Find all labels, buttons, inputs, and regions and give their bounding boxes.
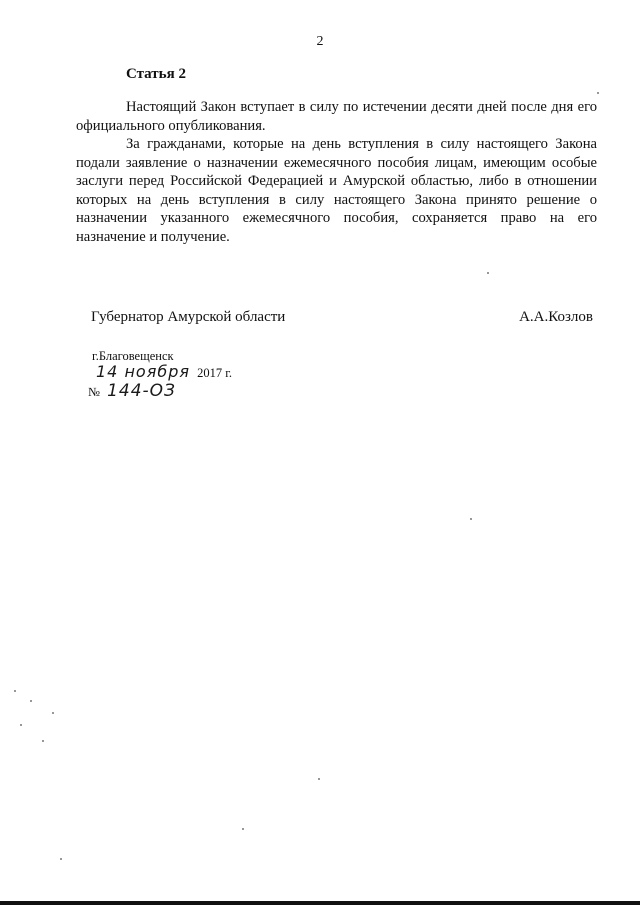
- scan-speck: [318, 778, 320, 780]
- article-body: [76, 98, 597, 246]
- signatory-name: А.А.Козлов: [519, 309, 593, 325]
- handwritten-law-number: 144-ОЗ: [107, 381, 176, 401]
- law-number-line: [88, 381, 176, 401]
- scan-bottom-edge: [0, 901, 640, 905]
- scan-speck: [470, 518, 472, 520]
- handwritten-date: 14 ноября: [96, 362, 190, 381]
- scan-speck: [42, 740, 44, 742]
- page-number: 2: [316, 34, 324, 49]
- scan-speck: [20, 724, 22, 726]
- scan-speck: [597, 92, 599, 94]
- scan-speck: [14, 690, 16, 692]
- scan-speck: [60, 858, 62, 860]
- scan-speck: [487, 272, 489, 274]
- date-line: [96, 362, 232, 381]
- article-heading: Статья 2: [126, 66, 186, 82]
- place-of-signing: г.Благовещенск: [92, 349, 174, 363]
- date-year: 2017 г.: [197, 366, 233, 380]
- number-prefix: №: [88, 385, 100, 399]
- scan-speck: [52, 712, 54, 714]
- paragraph-2: За гражданами, которые на день вступления в силу настоящего Закона подали заявление о назначении ежемесячного пособия лицам, имеющим особые заслуги перед Российской Федерацией и Амурской областью, либо в отношении которых на день вступления в силу настоящего Закона принято решение о назначении указанного ежемесячного пособия, сохраняется право на его назначение и получение.: [76, 136, 597, 245]
- paragraph-1: Настоящий Закон вступает в силу по истечении десяти дней после дня его официального опубликования.: [76, 99, 597, 134]
- signatory-title: Губернатор Амурской области: [91, 309, 286, 325]
- scan-speck: [30, 700, 32, 702]
- scan-speck: [242, 828, 244, 830]
